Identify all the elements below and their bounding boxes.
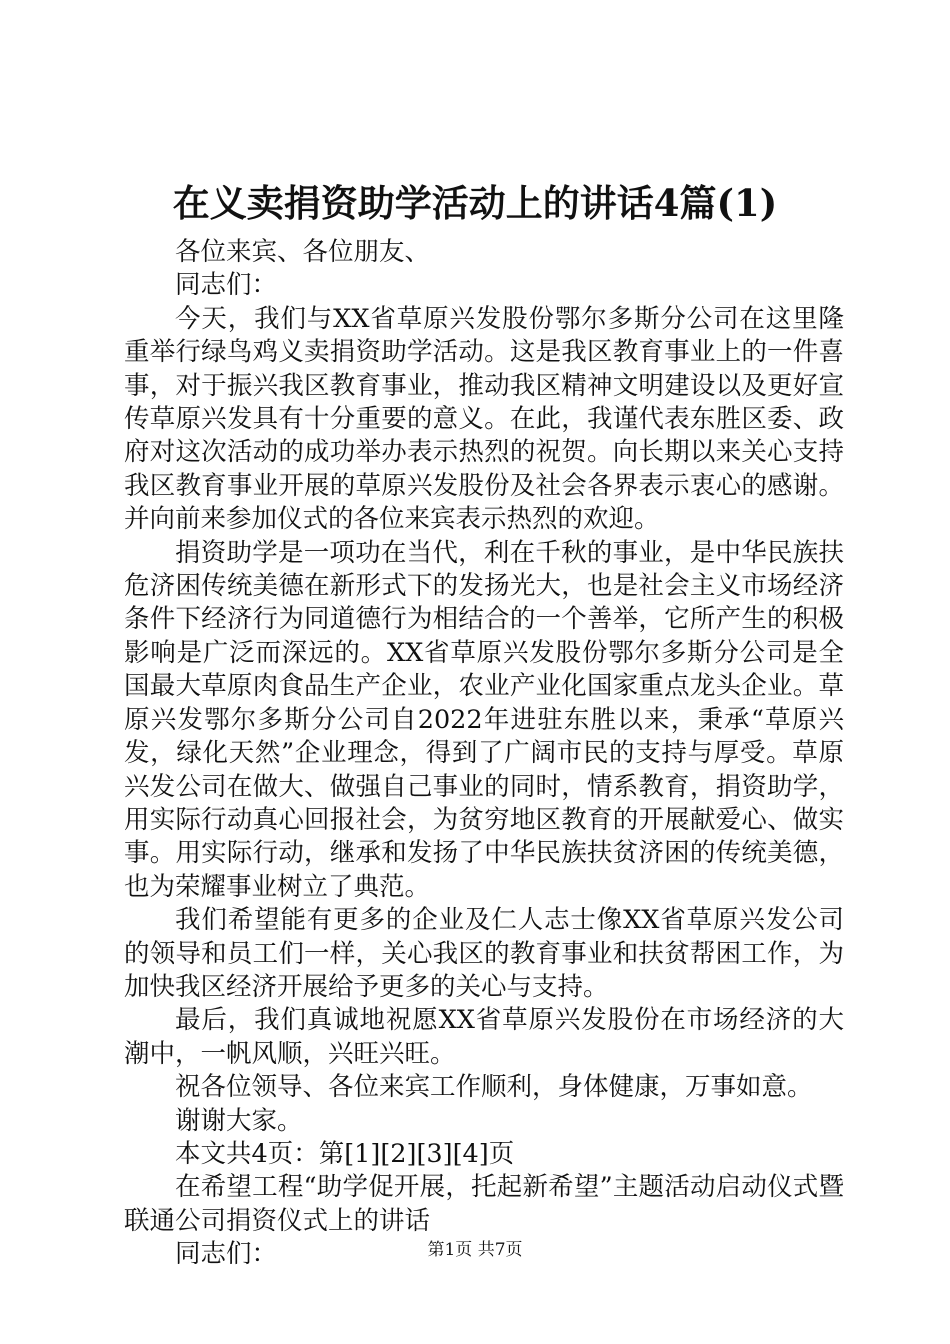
closing-line: 谢谢大家。: [175, 1105, 303, 1136]
greeting-line: 各位来宾、各位朋友、: [175, 237, 431, 267]
section-heading: 在希望工程“助学促开展，托起新希望”主题活动启动仪式暨联通公司捐资仪式上的讲话: [124, 1172, 844, 1236]
body-paragraph: 我们希望能有更多的企业及仁人志士像XX省草原兴发公司的领导和员工们一样，关心我区的教育事业和扶贫帮困工作，为加快我区经济开展给予更多的关心与支持。: [124, 905, 844, 1002]
salutation-line: 同志们：: [175, 270, 278, 301]
document-title: 在义卖捐资助学活动上的讲话4篇(1): [172, 181, 778, 225]
body-paragraph: 最后，我们真诚地祝愿XX省草原兴发股份在市场经济的大潮中，一帆风顺，兴旺兴旺。: [124, 1005, 844, 1069]
salutation-line: 同志们：: [175, 1239, 278, 1270]
pagination-note: 本文共4页：第[1][2][3][4]页: [175, 1138, 515, 1169]
body-paragraph: 祝各位领导、各位来宾工作顺利，身体健康，万事如意。: [175, 1072, 813, 1103]
document-body: [124, 236, 844, 1272]
page-footer: 第1页 共7页: [427, 1240, 523, 1260]
body-paragraph: 捐资助学是一项功在当代，利在千秋的事业，是中华民族扶危济困传统美德在新形式下的发扬光大，也是社会主义市场经济条件下经济行为同道德行为相结合的一个善举，它所产生的积极影响是广泛而深远的。XX省草原兴发股份鄂尔多斯分公司是全国最大草原肉食品生产企业，农业产业化国家重点龙头企业。草原兴发鄂尔多斯分公司自2022年进驻东胜以来，秉承“草原兴发，绿化天然”企业理念，得到了广阔市民的支持与厚受。草原兴发公司在做大、做强自己事业的同时，情系教育，捐资助学，用实际行动真心回报社会，为贫穷地区教育的开展献爱心、做实事。用实际行动，继承和发扬了中华民族扶贫济困的传统美德，也为荣耀事业树立了典范。: [124, 537, 844, 902]
body-paragraph: 今天，我们与XX省草原兴发股份鄂尔多斯分公司在这里隆重举行绿鸟鸡义卖捐资助学活动。这是我区教育事业上的一件喜事，对于振兴我区教育事业，推动我区精神文明建设以及更好宣传草原兴发具有十分重要的意义。在此，我谨代表东胜区委、政府对这次活动的成功举办表示热烈的祝贺。向长期以来关心支持我区教育事业开展的草原兴发股份及社会各界表示衷心的感谢。并向前来参加仪式的各位来宾表示热烈的欢迎。: [124, 303, 844, 535]
